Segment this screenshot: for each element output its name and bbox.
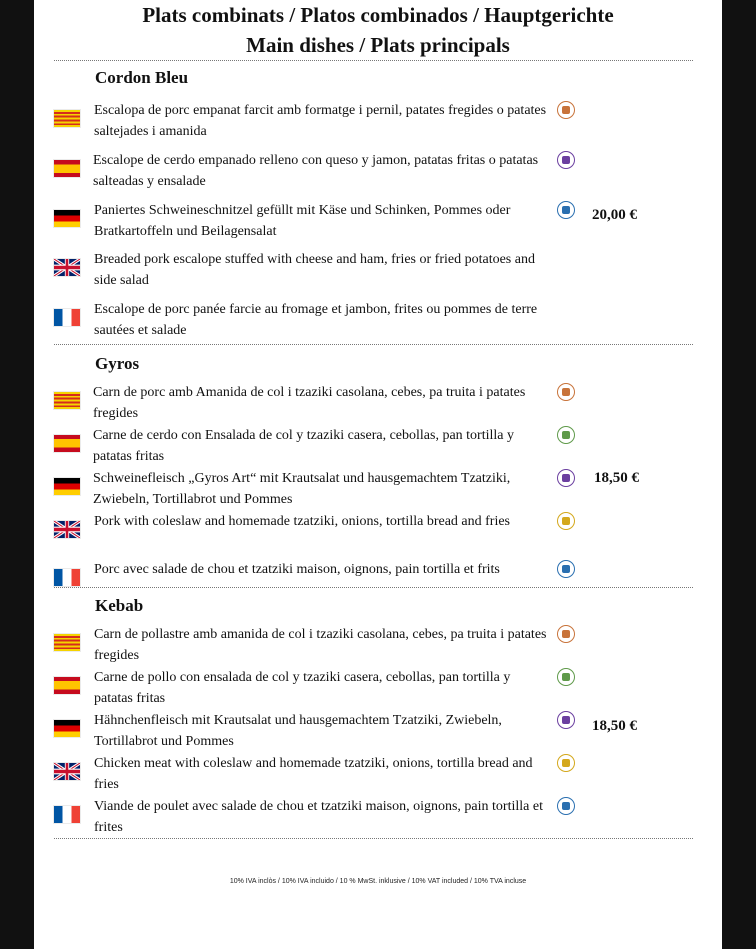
- allergen-icon: [557, 711, 575, 729]
- menu-item: [34, 753, 722, 797]
- price-kebab: 18,50 €: [592, 718, 637, 734]
- germany-flag-icon: [54, 478, 80, 495]
- menu-item: [34, 382, 722, 426]
- allergen-icon: [557, 754, 575, 772]
- item-description: Viande de poulet avec salade de chou et tzatziki maison, oignons, pain tortilla et frites: [94, 799, 543, 835]
- catalonia-flag-icon: [54, 634, 80, 651]
- divider: [54, 587, 693, 588]
- allergen-icon: [557, 625, 575, 643]
- menu-item: [34, 249, 722, 293]
- uk-flag-icon: [54, 521, 80, 538]
- allergen-icon: [557, 797, 575, 815]
- allergen-icon: [557, 560, 575, 578]
- page-subtitle: Main dishes / Plats principals: [246, 33, 510, 57]
- allergen-icon: [557, 383, 575, 401]
- menu-item: [34, 299, 722, 343]
- item-description: Paniertes Schweineschnitzel gefüllt mit Käse und Schinken, Pommes oder Bratkartoffeln und Beilagensalat: [94, 203, 511, 239]
- divider: [54, 838, 693, 839]
- price-gyros: 18,50 €: [594, 470, 639, 486]
- allergen-icon: [557, 426, 575, 444]
- item-description: Escalope de porc panée farcie au fromage et jambon, frites ou pommes de terre sautées et salade: [94, 302, 538, 338]
- tax-footnote: 10% IVA inclòs / 10% IVA incluido / 10 % MwSt. inklusive / 10% VAT included / 10% TVA incluse: [229, 878, 527, 885]
- section-title-gyros: Gyros: [95, 354, 140, 373]
- germany-flag-icon: [54, 720, 80, 737]
- menu-item: [34, 100, 722, 144]
- item-description: Escalope de cerdo empanado relleno con queso y jamon, patatas fritas o patatas salteadas y ensalade: [93, 153, 539, 189]
- catalonia-flag-icon: [54, 392, 80, 409]
- menu-item: [34, 667, 722, 711]
- spain-flag-icon: [54, 435, 80, 452]
- menu-item: [34, 624, 722, 668]
- section-title-kebab: Kebab: [95, 596, 144, 615]
- spain-flag-icon: [54, 677, 80, 694]
- france-flag-icon: [54, 309, 80, 326]
- allergen-icon: [557, 101, 575, 119]
- item-description: Pork with coleslaw and homemade tzatziki, onions, tortilla bread and fries: [94, 514, 510, 529]
- menu-item: [34, 511, 722, 555]
- price-cordon-bleu: 20,00 €: [592, 207, 637, 223]
- item-description: Breaded pork escalope stuffed with cheese and ham, fries or fried potatoes and side salad: [94, 252, 535, 288]
- menu-item: [34, 425, 722, 469]
- menu-item: [34, 150, 722, 194]
- item-description: Carne de pollo con ensalada de col y tzaziki casera, cebollas, pan tortilla y patatas fritas: [94, 670, 511, 706]
- allergen-icon: [557, 469, 575, 487]
- item-description: Schweinefleisch „Gyros Art“ mit Krautsalat und hausgemachtem Tzatziki, Zwiebeln, Tortillabrot und Pommes: [93, 471, 511, 507]
- allergen-icon: [557, 668, 575, 686]
- divider: [54, 60, 693, 61]
- item-description: Chicken meat with coleslaw and homemade tzatziki, onions, tortilla bread and fries: [94, 756, 533, 792]
- catalonia-flag-icon: [54, 110, 80, 127]
- uk-flag-icon: [54, 763, 80, 780]
- item-description: Carn de pollastre amb amanida de col i tzaziki casolana, cebes, pa truita i patates fregides: [94, 627, 547, 663]
- spain-flag-icon: [54, 160, 80, 177]
- item-description: Carne de cerdo con Ensalada de col y tzaziki casera, cebollas, pan tortilla y patatas fritas: [93, 428, 514, 464]
- allergen-icon: [557, 201, 575, 219]
- item-description: Hähnchenfleisch mit Krautsalat und hausgemachtem Tzatziki, Zwiebeln, Tortillabrot und Pommes: [94, 713, 502, 749]
- allergen-icon: [557, 151, 575, 169]
- divider: [54, 344, 693, 345]
- france-flag-icon: [54, 569, 80, 586]
- france-flag-icon: [54, 806, 80, 823]
- allergen-icon: [557, 512, 575, 530]
- menu-item: [34, 796, 722, 840]
- section-title-cordon-bleu: Cordon Bleu: [95, 68, 189, 87]
- germany-flag-icon: [54, 210, 80, 227]
- page-title: Plats combinats / Platos combinados / Hauptgerichte: [142, 3, 614, 27]
- menu-page: [34, 0, 722, 949]
- uk-flag-icon: [54, 259, 80, 276]
- item-description: Escalopa de porc empanat farcit amb formatge i pernil, patates fregides o patates saltejades i amanida: [94, 103, 547, 139]
- item-description: Carn de porc amb Amanida de col i tzaziki casolana, cebes, pa truita i patates fregides: [93, 385, 526, 421]
- item-description: Porc avec salade de chou et tzatziki maison, oignons, pain tortilla et frits: [94, 562, 500, 577]
